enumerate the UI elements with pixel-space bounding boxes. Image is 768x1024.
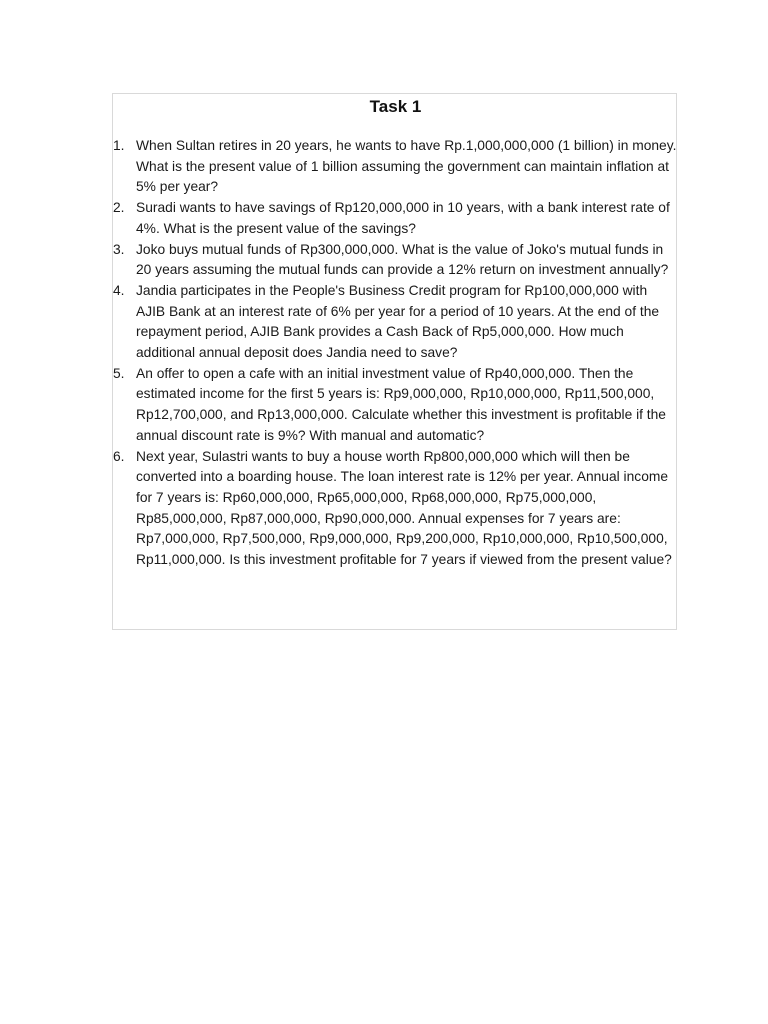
list-item-3 — [113, 240, 678, 281]
item-number: 1. — [113, 138, 125, 153]
list-item-2 — [113, 198, 678, 239]
item-text: Suradi wants to have savings of Rp120,000,000 in 10 years, with a bank interest rate of 4%. What is the present value of the savings? — [136, 200, 670, 236]
item-number: 6. — [113, 448, 125, 464]
item-number: 5. — [113, 365, 125, 381]
list-item-6 — [113, 447, 678, 571]
page-title: Task 1 — [369, 97, 422, 116]
list-item-5 — [113, 364, 678, 447]
item-text: When Sultan retires in 20 years, he wants to have Rp.1,000,000,000 (1 billion) in money. What is the present value of 1 billion assuming the government can maintain inflation at 5% per year? — [136, 138, 677, 195]
item-text: Next year, Sulastri wants to buy a house worth Rp800,000,000 which will then be converted into a boarding house. The loan interest rate is 12% per year. Annual income for 7 years is: Rp60,000,000, Rp65,000,000, Rp68,000,000, Rp75,000,000, Rp85,000,000, Rp87,000,000, Rp90,000,000. Annual expenses for 7 years are: Rp7,000,000, Rp7,500,000, Rp9,000,000, Rp9,200,000, Rp10,000,000, Rp10,500,000, Rp11,000,000. Is this investment profitable for 7 years if viewed from the present value? — [136, 448, 672, 568]
list-item-1 — [113, 136, 678, 198]
item-number: 4. — [113, 282, 125, 298]
task-list — [113, 136, 678, 571]
list-item-4 — [113, 281, 678, 364]
item-text: Joko buys mutual funds of Rp300,000,000. What is the value of Joko's mutual funds in 20 years assuming the mutual funds can provide a 12% return on investment annually? — [136, 241, 669, 278]
item-number: 2. — [113, 200, 125, 216]
task-box — [112, 93, 677, 630]
item-text: Jandia participates in the People's Business Credit program for Rp100,000,000 with AJIB Bank at an interest rate of 6% per year for a period of 10 years. At the end of the repayment period, AJIB Bank provides a Cash Back of Rp5,000,000. How much additional annual deposit does Jandia need to save? — [136, 282, 660, 361]
item-text: An offer to open a cafe with an initial investment value of Rp40,000,000. Then the estimated income for the first 5 years is: Rp9,000,000, Rp10,000,000, Rp11,500,000, Rp12,700,000, and Rp13,000,000. Calculate whether this investment is profitable if the annual discount rate is 9%? With manual and automatic? — [136, 365, 666, 443]
item-number: 3. — [113, 241, 125, 257]
